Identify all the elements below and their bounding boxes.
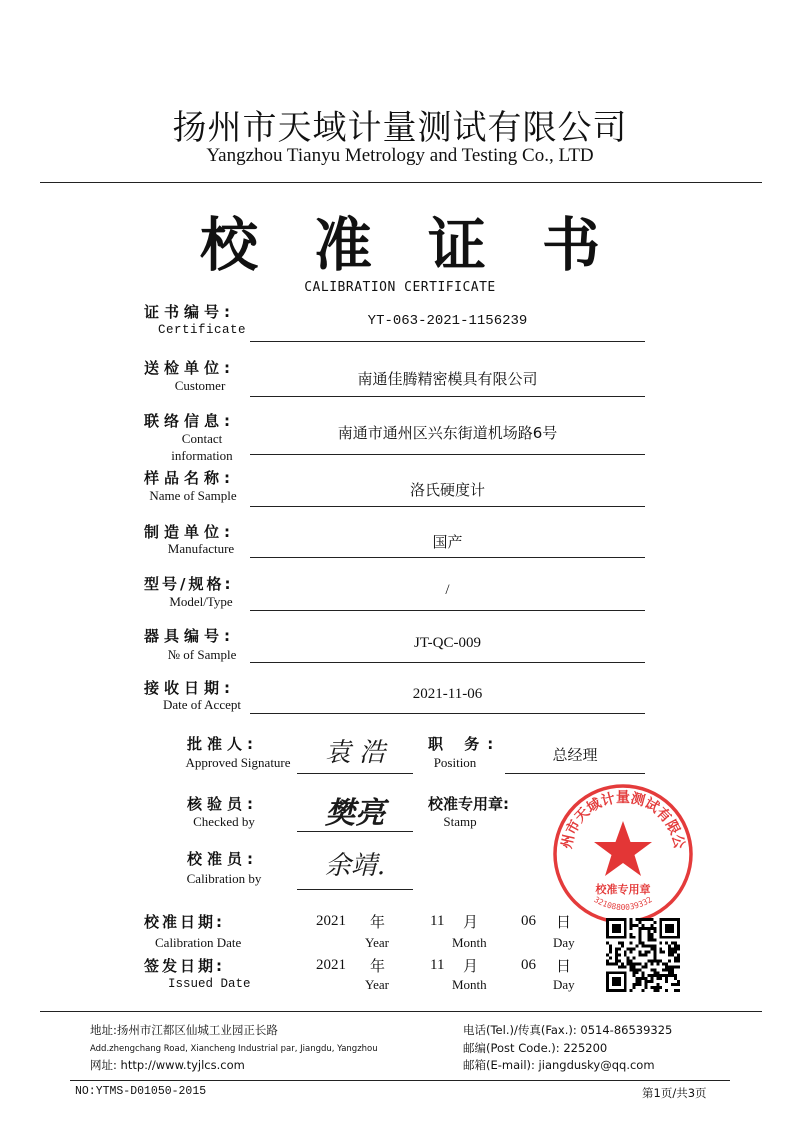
contact-value: 南通市通州区兴东街道机场路6号 <box>337 424 558 442</box>
certificate-number-label: 证书编号: <box>144 303 235 321</box>
footer-address: 地址:扬州市江都区仙城工业园正长路 <box>90 1023 278 1037</box>
manufacture-value: 国产 <box>432 533 463 551</box>
customer-label: 送检单位: <box>144 359 235 377</box>
issue-date-label: 签发日期: <box>144 957 225 975</box>
stamp-label-en: Stamp <box>443 814 477 829</box>
sample-name-value: 洛氏硬度计 <box>409 481 485 499</box>
issue-year-unit: 年 <box>370 957 386 975</box>
issue-year-unit-en: Year <box>365 977 389 992</box>
instrument-number-label-en: № of Sample <box>167 647 237 662</box>
issue-date-label-en: Issued Date <box>168 977 251 991</box>
accept-date-label-en: Date of Accept <box>163 697 241 712</box>
footer-phone: 电话(Tel.)/传真(Fax.): 0514-86539325 <box>463 1023 673 1037</box>
footer-divider <box>40 1011 762 1012</box>
document-number: NO:YTMS-D01050-2015 <box>75 1085 207 1098</box>
calibration-month-unit-en: Month <box>452 935 487 950</box>
calibration-month-unit: 月 <box>463 913 479 931</box>
calibration-date-label-en: Calibration Date <box>155 935 242 950</box>
approver-signature: 袁 浩 <box>324 738 386 768</box>
manufacture-label-en: Manufacture <box>167 541 235 556</box>
calibration-year-unit-en: Year <box>365 935 389 950</box>
calibration-seal <box>552 783 694 925</box>
certificate-number-label-en: Certificate <box>157 323 246 337</box>
checker-label-en: Checked by <box>193 814 255 829</box>
position-value: 总经理 <box>552 746 598 764</box>
instrument-number-value: JT-QC-009 <box>414 635 481 651</box>
calibrator-signature: 余靖. <box>324 851 386 881</box>
checker-signature: 樊亮 <box>325 796 385 831</box>
calibration-year: 2021 <box>316 913 346 929</box>
seal-center-text: 校准专用章 <box>595 883 651 896</box>
calibration-day-unit: 日 <box>556 913 572 931</box>
position-label-en: Position <box>433 755 477 770</box>
seal-ring-text: 州市天域计量测试有限公 <box>559 790 687 851</box>
issue-day-unit: 日 <box>556 957 572 975</box>
customer-value: 南通佳腾精密模具有限公司 <box>357 370 538 388</box>
page-number: 第1页/共3页 <box>642 1086 707 1100</box>
approver-label: 批准人: <box>187 735 258 753</box>
company-name-en: Yangzhou Tianyu Metrology and Testing Co., LTD <box>206 145 594 166</box>
instrument-number-label: 器具编号: <box>144 627 235 645</box>
calibration-day: 06 <box>521 913 536 929</box>
stamp-label: 校准专用章: <box>428 795 509 813</box>
checker-underline <box>297 831 413 832</box>
qr-code <box>606 918 680 992</box>
accept-date-label: 接收日期: <box>144 679 235 697</box>
instrument-number-underline <box>250 662 645 663</box>
accept-date-value: 2021-11-06 <box>412 686 483 702</box>
calibration-date-label: 校准日期: <box>144 913 225 931</box>
model-label-en: Model/Type <box>169 594 233 609</box>
approver-underline <box>297 773 413 774</box>
calibrator-label: 校准员: <box>187 850 258 868</box>
calibration-year-unit: 年 <box>370 913 386 931</box>
issue-day: 06 <box>521 957 536 973</box>
sample-name-underline <box>250 506 645 507</box>
header-divider <box>40 182 762 183</box>
issue-day-unit-en: Day <box>553 977 575 992</box>
document-title: 校准证书 <box>199 211 656 279</box>
contact-underline <box>250 454 645 455</box>
certificate-number-underline <box>250 341 645 342</box>
calibrator-underline <box>297 889 413 890</box>
sample-name-label: 样品名称: <box>144 469 235 487</box>
company-name-cn: 扬州市天域计量测试有限公司 <box>172 108 628 148</box>
checker-label: 核验员: <box>187 795 258 813</box>
issue-month-unit: 月 <box>463 957 479 975</box>
position-underline <box>505 773 645 774</box>
seal-number: 3210880039332 <box>592 895 654 912</box>
manufacture-underline <box>250 557 645 558</box>
manufacture-label: 制造单位: <box>144 523 235 541</box>
position-label: 职 务: <box>428 735 502 753</box>
model-underline <box>250 610 645 611</box>
approver-label-en: Approved Signature <box>185 755 291 770</box>
footer-divider-bottom <box>70 1080 730 1081</box>
sample-name-label-en: Name of Sample <box>149 488 237 503</box>
footer-postcode: 邮编(Post Code.): 225200 <box>463 1041 608 1055</box>
calibration-day-unit-en: Day <box>553 935 575 950</box>
contact-label: 联络信息: <box>144 412 235 430</box>
footer-email: 邮箱(E-mail): jiangdusky@qq.com <box>463 1058 655 1072</box>
footer-address-en: Add.zhengchang Road, Xiancheng Industrial par, Jiangdu, Yangzhou <box>90 1044 378 1054</box>
issue-month: 11 <box>430 957 445 973</box>
issue-month-unit-en: Month <box>452 977 487 992</box>
model-label: 型号/规格: <box>144 575 234 593</box>
customer-underline <box>250 396 645 397</box>
calibrator-label-en: Calibration by <box>186 871 262 886</box>
accept-date-underline <box>250 713 645 714</box>
model-value: / <box>445 582 450 598</box>
footer-website: 网址: http://www.tyjlcs.com <box>90 1058 245 1072</box>
certificate-number-value: YT-063-2021-1156239 <box>367 313 528 329</box>
seal-star-icon <box>594 821 652 876</box>
calibration-month: 11 <box>430 913 445 929</box>
customer-label-en: Customer <box>174 378 226 393</box>
issue-year: 2021 <box>316 957 346 973</box>
contact-label-en: Contact information <box>171 431 233 463</box>
document-title-en: CALIBRATION CERTIFICATE <box>304 280 496 295</box>
